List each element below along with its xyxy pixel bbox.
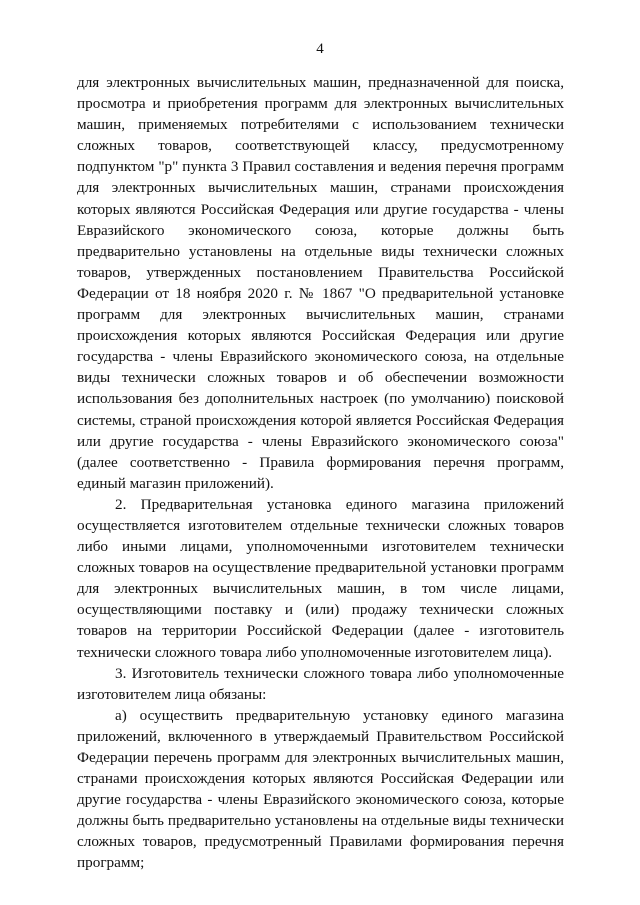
document-body bbox=[77, 72, 564, 874]
paragraph-item-2: 2. Предварительная установка единого магазина приложений осуществляется изготовителем отдельные технически сложных товаров либо иными лицами, уполномоченными изготовителем технически сложных товаров на осуществление предварительной установки программ для электронных вычислительных машин, в том числе лицами, осуществляющими поставку и (или) продажу технически сложных товаров на территории Российской Федерации (далее - изготовитель технически сложного товара либо уполномоченные изготовителем лица). bbox=[77, 495, 564, 661]
paragraph-item-3: 3. Изготовитель технически сложного товара либо уполномоченные изготовителем лица обязаны: bbox=[77, 664, 564, 703]
paragraph-item-3a: а) осуществить предварительную установку единого магазина приложений, включенного в утверждаемый Правительством Российской Федерации перечень программ для электронных вычислительных машин, странами происхождения которых являются Российская Федерации или другие государства - члены Евразийского экономического союза, которые должны быть предварительно установлены на отдельные виды технически сложных товаров, предусмотренный Правилами формирования перечня программ; bbox=[77, 706, 564, 872]
paragraph-continuation: для электронных вычислительных машин, предназначенной для поиска, просмотра и приобретения программ для электронных вычислительных машин, применяемых потребителями с использованием технически сложных товаров, соответствующей классу, предусмотренному подпунктом "р" пункта 3 Правил составления и ведения перечня программ для электронных вычислительных машин, странами происхождения которых являются Российская Федерация или другие государства - члены Евразийского экономического союза, которые должны быть предварительно установлены на отдельные виды технически сложных товаров, утвержденных постановлением Правительства Российской Федерации от 18 ноября 2020 г. № 1867 "О предварительной установке программ для электронных вычислительных машин, странами происхождения которых являются Российская Федерация или другие государства - члены Евразийского экономического союза, на отдельные виды технически сложных товаров и об обеспечении возможности использования без дополнительных настроек (по умолчанию) поисковой системы, страной происхождения которой является Российская Федерация или другие государства - члены Евразийского экономического союза" (далее соответственно - Правила формирования перечня программ, единый магазин приложений). bbox=[77, 74, 564, 492]
page-number: 4 bbox=[316, 41, 324, 57]
